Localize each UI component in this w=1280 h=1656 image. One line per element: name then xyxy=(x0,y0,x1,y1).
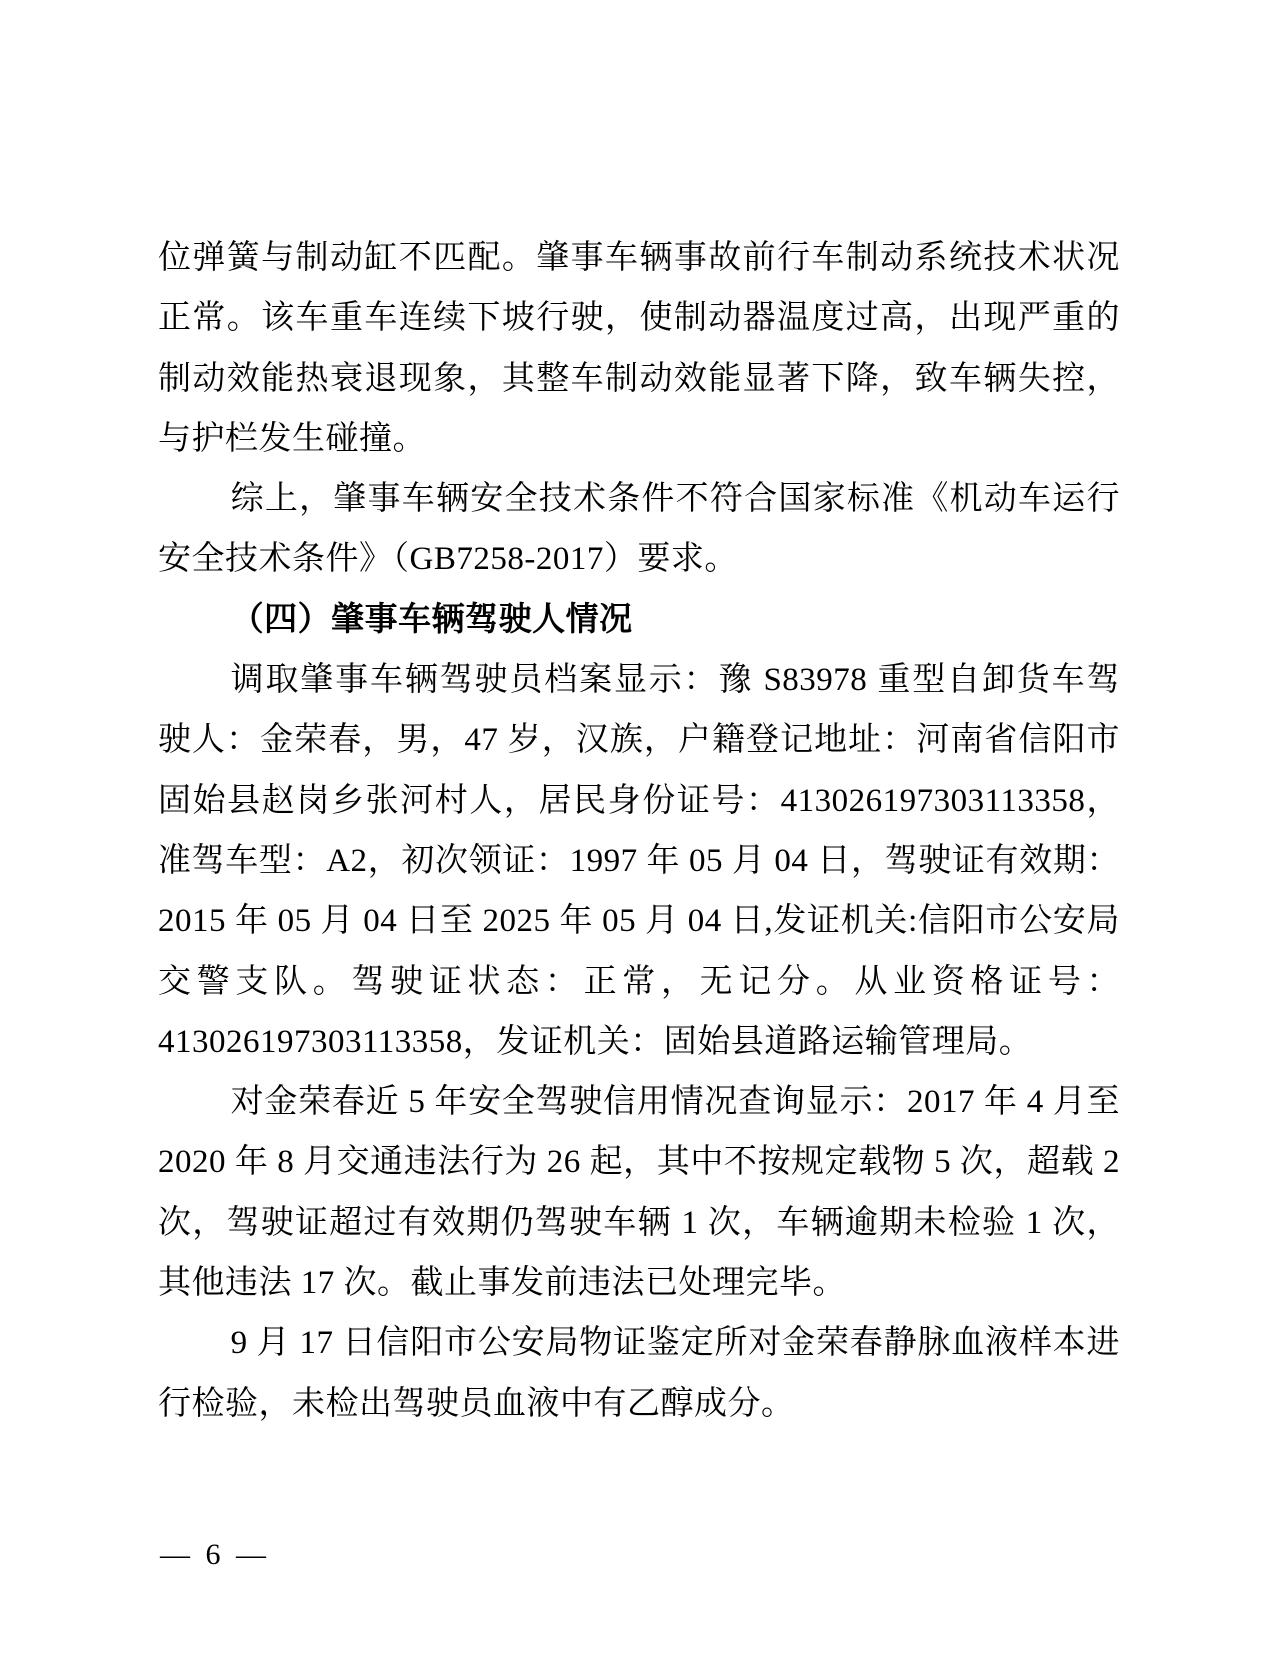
paragraph-driver-archive-details: 调取肇事车辆驾驶员档案显示：豫 S83978 重型自卸货车驾驶人：金荣春，男，47 岁，汉族，户籍登记地址：河南省信阳市固始县赵岗乡张河村人，居民身份证号：413026197303113358，准驾车型：A2，初次领证：1997 年 05 月 04 日，驾驶证有效期：2015 年 05 月 04 日至 2025 年 05 月 04 日,发证机关:信阳市公安局交警支队。驾驶证状态：正常，无记分。从业资格证号：413026197303113358，发证机关：固始县道路运输管理局。 xyxy=(158,662,1120,1060)
paragraph-conclusion-national-standard: 综上，肇事车辆安全技术条件不符合国家标准《机动车运行安全技术条件》（GB7258-2017）要求。 xyxy=(158,481,1120,578)
page-body-text xyxy=(158,228,1120,1434)
page-number: — 6 — xyxy=(160,1538,270,1571)
paragraph-driving-credit-record: 对金荣春近 5 年安全驾驶信用情况查询显示：2017 年 4 月至 2020 年 8 月交通违法行为 26 起，其中不按规定载物 5 次，超载 2 次，驾驶证超过有效期仍驾驶车辆 1 次，车辆逾期未检验 1 次，其他违法 17 次。截止事发前违法已处理完毕。 xyxy=(158,1084,1120,1302)
paragraph-brake-system-condition: 位弹簧与制动缸不匹配。肇事车辆事故前行车制动系统技术状况正常。该车重车连续下坡行驶，使制动器温度过高，出现严重的制动效能热衰退现象，其整车制动效能显著下降，致车辆失控，与护栏发生碰撞。 xyxy=(158,240,1120,457)
section-heading-driver-information: （四）肇事车辆驾驶人情况 xyxy=(230,601,633,638)
paragraph-blood-alcohol-test: 9 月 17 日信阳市公安局物证鉴定所对金荣春静脉血液样本进行检验，未检出驾驶员血液中有乙醇成分。 xyxy=(158,1325,1120,1422)
